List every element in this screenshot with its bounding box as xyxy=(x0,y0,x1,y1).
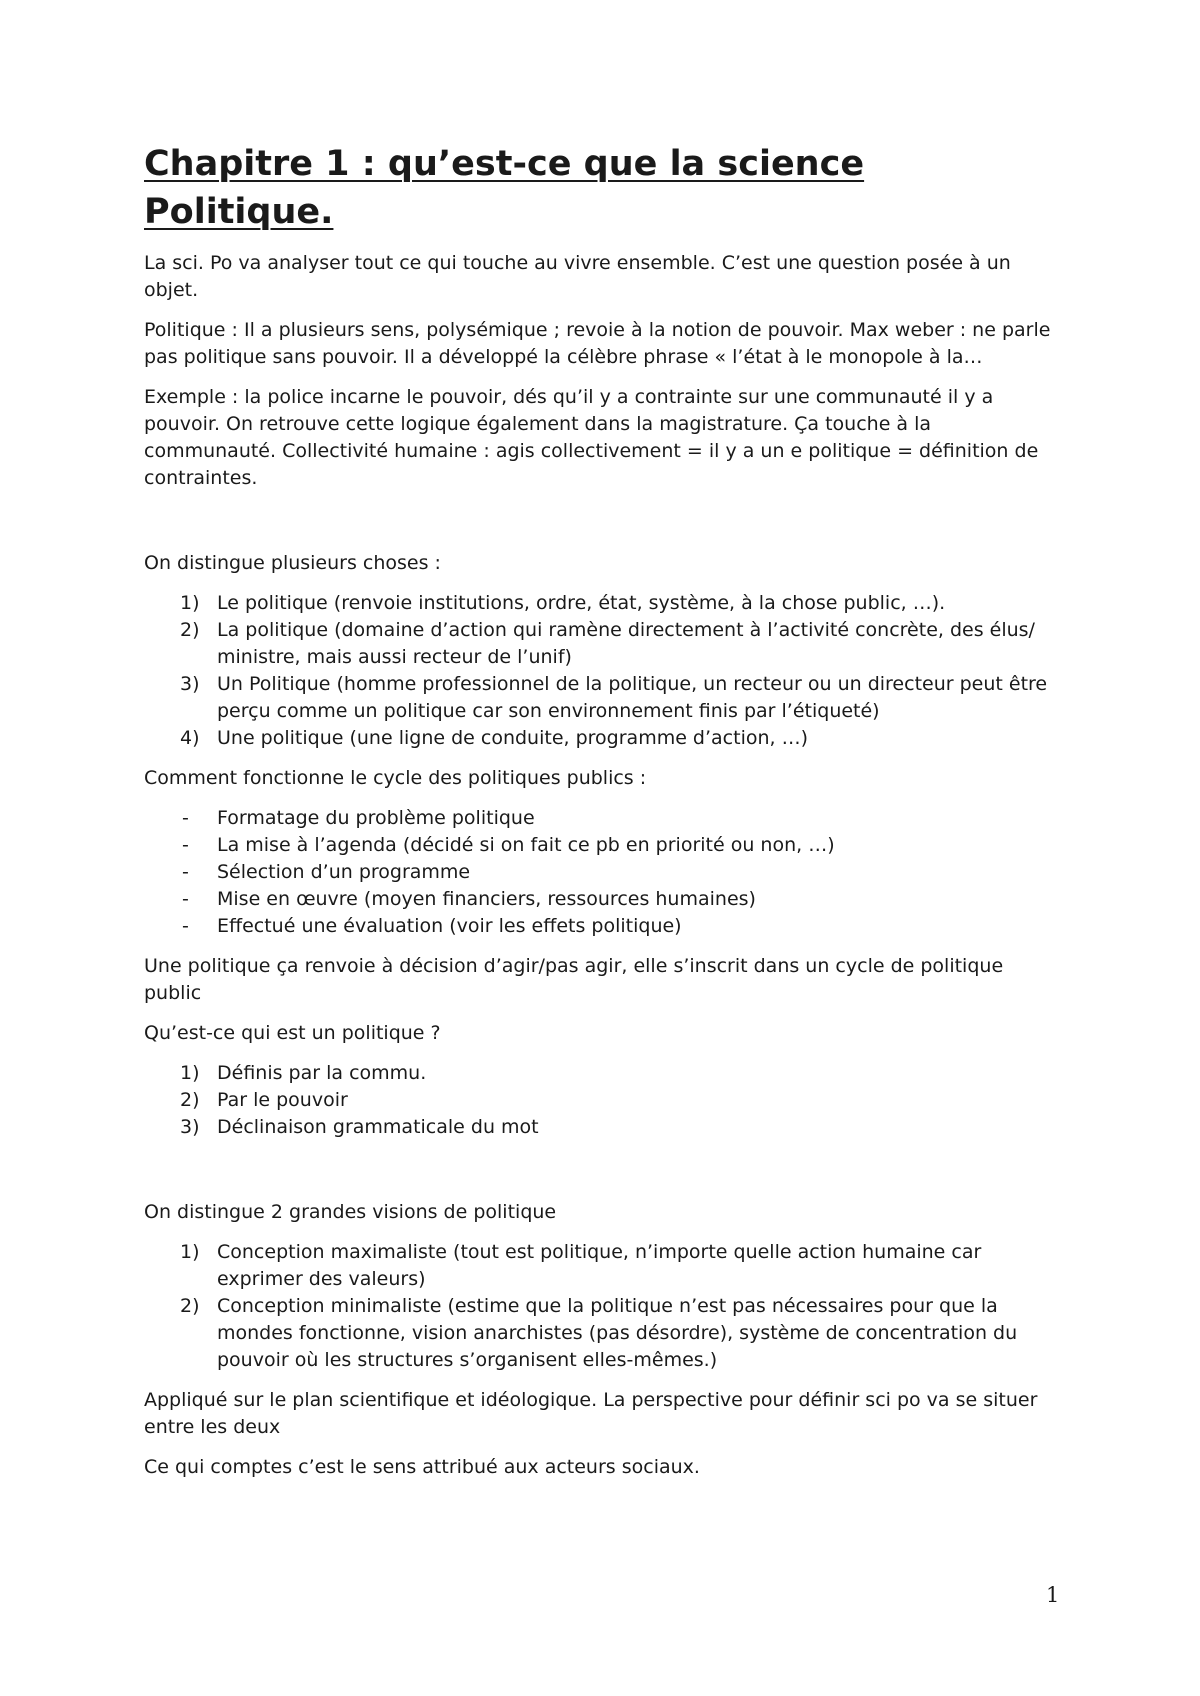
list-item xyxy=(144,832,1064,859)
paragraph-intro: La sci. Po va analyser tout ce qui touche au vivre ensemble. C’est une question posée à un objet. xyxy=(144,252,1011,301)
list-politique-meanings xyxy=(144,1060,1064,1141)
list-item-text: Déclinaison grammaticale du mot xyxy=(217,1116,539,1138)
paragraph-applied: Appliqué sur le plan scientifique et idéologique. La perspective pour définir sci po va se situer entre les deux xyxy=(144,1389,1038,1438)
list-item-text: Par le pouvoir xyxy=(217,1089,348,1111)
paragraph-politique-definition: Politique : Il a plusieurs sens, polysémique ; revoie à la notion de pouvoir. Max weber : ne parle pas politique sans pouvoir. Il a développé la célèbre phrase « l’état à le monopole à la… xyxy=(144,319,1051,368)
list-distinctions xyxy=(144,590,1064,752)
list-item xyxy=(144,1239,1064,1293)
list-marker: - xyxy=(182,807,189,829)
paragraph-decision: Une politique ça renvoie à décision d’agir/pas agir, elle s’inscrit dans un cycle de politique public xyxy=(144,955,1004,1004)
list-item xyxy=(144,913,1064,940)
list-item-text: Formatage du problème politique xyxy=(217,807,535,829)
list-item-text: Définis par la commu. xyxy=(217,1062,427,1084)
list-item xyxy=(144,1060,1064,1087)
list-marker: 1) xyxy=(180,592,200,614)
paragraph-visions-intro: On distingue 2 grandes visions de politique xyxy=(144,1201,557,1223)
list-item xyxy=(144,590,1064,617)
list-marker: - xyxy=(182,861,189,883)
document-page xyxy=(144,140,1064,1494)
list-item-text: Le politique (renvoie institutions, ordre, état, système, à la chose public, …). xyxy=(217,592,946,614)
paragraph-distinctions-intro: On distingue plusieurs choses : xyxy=(144,552,441,574)
blank-line xyxy=(144,505,1064,550)
list-item xyxy=(144,805,1064,832)
list-marker: 1) xyxy=(180,1062,200,1084)
paragraph-cycle-intro: Comment fonctionne le cycle des politiques publics : xyxy=(144,767,647,789)
list-visions xyxy=(144,1239,1064,1374)
list-marker: 4) xyxy=(180,727,200,749)
list-marker: - xyxy=(182,888,189,910)
list-item xyxy=(144,859,1064,886)
paragraph-example: Exemple : la police incarne le pouvoir, dés qu’il y a contrainte sur une communauté il y a pouvoir. On retrouve cette logique également dans la magistrature. Ça touche à la communauté. Collectivité humaine : agis collectivement = il y a un e politique = définition de contraintes. xyxy=(144,386,1039,489)
list-item-text: Sélection d’un programme xyxy=(217,861,471,883)
page-number: 1 xyxy=(1046,1583,1060,1607)
list-marker: 3) xyxy=(180,1116,200,1138)
list-item-text: Conception maximaliste (tout est politique, n’importe quelle action humaine car exprimer des valeurs) xyxy=(217,1241,982,1290)
list-marker: 2) xyxy=(180,619,200,641)
list-marker: 1) xyxy=(180,1241,200,1263)
list-item-text: La mise à l’agenda (décidé si on fait ce pb en priorité ou non, …) xyxy=(217,834,835,856)
list-item xyxy=(144,1087,1064,1114)
blank-line xyxy=(144,1154,1064,1199)
list-item-text: La politique (domaine d’action qui ramène directement à l’activité concrète, des élus/ ministre, mais aussi recteur de l’unif) xyxy=(217,619,1035,668)
list-item-text: Un Politique (homme professionnel de la politique, un recteur ou un directeur peut être perçu comme un politique car son environnement finis par l’étiqueté) xyxy=(217,673,1048,722)
list-item-text: Effectué une évaluation (voir les effets politique) xyxy=(217,915,682,937)
list-marker: - xyxy=(182,915,189,937)
list-item xyxy=(144,1114,1064,1141)
list-marker: - xyxy=(182,834,189,856)
list-item xyxy=(144,725,1064,752)
list-item-text: Conception minimaliste (estime que la politique n’est pas nécessaires pour que la mondes fonctionne, vision anarchistes (pas désordre), système de concentration du pouvoir où les structures s’organisent elles-mêmes.) xyxy=(217,1295,1018,1371)
list-item-text: Mise en œuvre (moyen financiers, ressources humaines) xyxy=(217,888,756,910)
paragraph-conclusion: Ce qui comptes c’est le sens attribué aux acteurs sociaux. xyxy=(144,1456,700,1478)
list-marker: 2) xyxy=(180,1089,200,1111)
list-marker: 3) xyxy=(180,673,200,695)
list-marker: 2) xyxy=(180,1295,200,1317)
chapter-title: Chapitre 1 : qu’est-ce que la science Politique. xyxy=(144,144,865,232)
list-item xyxy=(144,1293,1064,1374)
list-item-text: Une politique (une ligne de conduite, programme d’action, …) xyxy=(217,727,809,749)
list-item xyxy=(144,886,1064,913)
list-cycle-steps xyxy=(144,805,1064,940)
list-item xyxy=(144,671,1064,725)
list-item xyxy=(144,617,1064,671)
paragraph-question: Qu’est-ce qui est un politique ? xyxy=(144,1022,441,1044)
